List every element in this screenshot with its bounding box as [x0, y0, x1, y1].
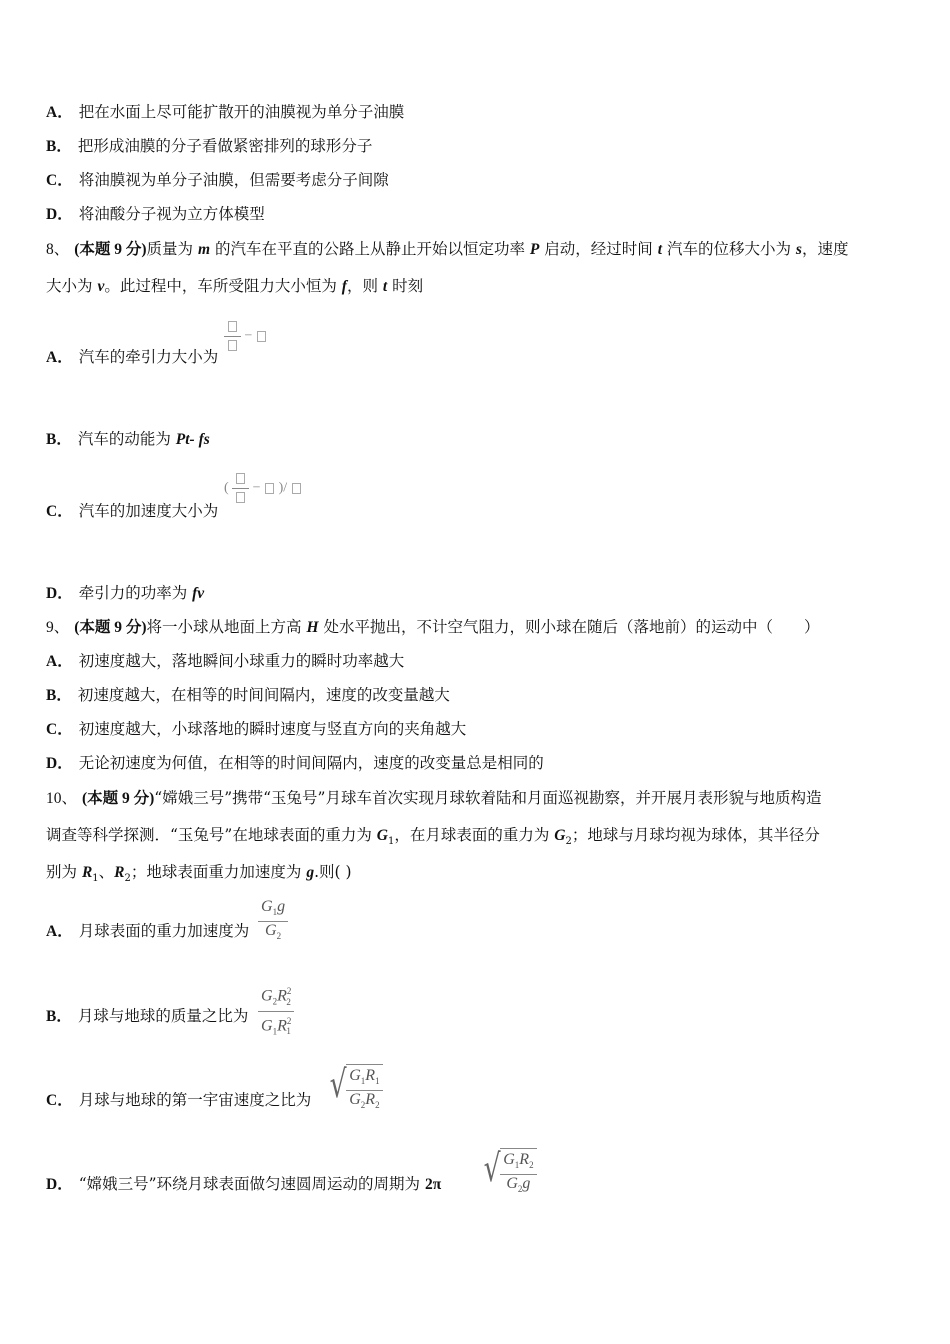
option-text: 汽车的动能为	[77, 430, 176, 448]
option-text: 把形成油膜的分子看做紧密排列的球形分子	[77, 137, 373, 155]
option-text: 把在水面上尽可能扩散开的油膜视为单分子油膜	[78, 103, 405, 121]
option-label: D．	[46, 206, 73, 223]
stem-text: .则( )	[314, 863, 352, 881]
var-m: m	[197, 241, 211, 258]
option-label: C．	[46, 721, 73, 738]
option-label: D．	[46, 585, 73, 602]
q8-stem-line2	[46, 276, 423, 297]
option-label: A．	[46, 104, 73, 121]
q8-option-a	[46, 347, 218, 368]
option-label: B．	[46, 431, 72, 448]
subscript: 1	[92, 873, 99, 885]
subscript: 2	[124, 873, 131, 885]
q7-option-b	[46, 136, 372, 157]
stem-text: 别为	[46, 863, 82, 881]
q7-option-a	[46, 102, 404, 123]
minus-sign: −	[252, 480, 261, 496]
question-points: (本题 9 分)	[74, 241, 147, 258]
q10-option-b	[46, 1006, 248, 1027]
option-label: A．	[46, 349, 73, 366]
option-text: 月球与地球的第一宇宙速度之比为	[78, 1091, 312, 1109]
fraction: $\frac{G_1g}{G_2}$	[258, 898, 288, 945]
q10-formula-d	[480, 1148, 537, 1198]
q9-option-b	[46, 685, 450, 706]
var-s: s	[795, 241, 802, 258]
option-label: C．	[46, 1092, 73, 1109]
option-text: 初速度越大，落地瞬间小球重力的瞬时功率越大	[78, 652, 405, 670]
var-G2: G	[554, 827, 566, 844]
question-points: (本题 9 分)	[74, 619, 147, 636]
two-pi: 2π	[424, 1176, 442, 1193]
fraction: $\frac{G_2R^2_2}{G_1R^2_1}$	[258, 982, 294, 1040]
option-text: 牵引力的功率为	[78, 584, 193, 602]
q10-option-d	[46, 1174, 441, 1195]
paren-open: (	[224, 480, 229, 496]
fraction	[232, 470, 249, 507]
var-R2: R	[114, 864, 125, 881]
option-text: 月球与地球的质量之比为	[77, 1007, 249, 1025]
subscript: 1	[387, 836, 395, 848]
q8-option-b	[46, 429, 210, 450]
stem-text: ；地球表面重力加速度为	[130, 863, 307, 881]
placeholder-glyph	[292, 483, 301, 494]
option-text: 将油酸分子视为立方体模型	[78, 205, 265, 223]
var-v: v	[97, 278, 105, 295]
var-H: H	[306, 619, 319, 636]
stem-text: 将一小球从地面上方高	[146, 618, 307, 636]
stem-text: 处水平抛出，不计空气阻力，则小球在随后（落地前）的运动中（ ）	[318, 618, 820, 636]
question-points: (本题 9 分)	[81, 790, 155, 807]
var-g: g	[306, 864, 315, 881]
q9-option-d	[46, 753, 544, 774]
option-label: A．	[46, 653, 73, 670]
option-label: C．	[46, 503, 73, 520]
option-text: 汽车的加速度大小为	[78, 502, 219, 520]
q10-formula-b	[258, 982, 294, 1040]
stem-text: 的汽车在平直的公路上从静止开始以恒定功率	[210, 240, 530, 258]
stem-text: 启动，经过时间	[539, 240, 658, 258]
minus-sign: −	[244, 328, 253, 344]
placeholder-glyph	[265, 483, 274, 494]
question-number: 10、	[46, 790, 78, 807]
square-root: √ $\frac{G_1R_2}{G_2g}$	[480, 1148, 537, 1198]
option-label: B．	[46, 138, 72, 155]
option-label: B．	[46, 1008, 72, 1025]
q9-stem	[46, 617, 819, 638]
placeholder-glyph	[257, 331, 266, 342]
var-R1: R	[81, 864, 93, 881]
stem-text: 汽车的位移大小为	[662, 240, 796, 258]
option-label: A．	[46, 923, 73, 940]
stem-text: 调查等科学探测．“玉兔号”在地球表面的重力为	[46, 826, 377, 844]
q8-stem-line1	[46, 239, 848, 260]
q10-stem-line2	[46, 825, 820, 852]
q10-formula-a	[258, 898, 288, 945]
question-number: 9、	[46, 619, 70, 636]
q10-formula-c	[326, 1064, 383, 1114]
stem-text: ；地球与月球均视为球体，其半径分	[571, 826, 820, 844]
var-G1: G	[376, 827, 388, 844]
var-t: t	[382, 278, 388, 295]
option-label: C．	[46, 172, 73, 189]
option-expr: fv	[192, 585, 205, 602]
q10-stem-line1	[46, 788, 821, 809]
stem-text: 大小为	[46, 277, 98, 295]
q9-option-a	[46, 651, 404, 672]
var-P: P	[529, 241, 540, 258]
option-label: D．	[46, 1176, 73, 1193]
option-text: 初速度越大，在相等的时间间隔内，速度的改变量越大	[77, 686, 450, 704]
q7-option-c	[46, 170, 389, 191]
stem-text: ，速度	[801, 240, 849, 258]
square-root: √ $\frac{G_1R_1}{G_2R_2}$	[326, 1064, 383, 1114]
option-label: B．	[46, 687, 72, 704]
question-number: 8、	[46, 241, 70, 258]
option-text: 将油膜视为单分子油膜，但需要考虑分子间隙	[78, 171, 389, 189]
q9-option-c	[46, 719, 466, 740]
subscript: 2	[565, 836, 572, 848]
q8-option-d	[46, 583, 204, 604]
fraction	[224, 318, 241, 355]
var-f: f	[341, 278, 347, 295]
option-expr: Pt- fs	[175, 431, 210, 448]
q10-stem-line3	[46, 862, 352, 889]
option-text: 初速度越大，小球落地的瞬时速度与竖直方向的夹角越大	[78, 720, 467, 738]
option-text: 无论初速度为何值，在相等的时间间隔内，速度的改变量总是相同的	[78, 754, 544, 772]
stem-text: ，则	[346, 277, 383, 295]
stem-text: 时刻	[387, 277, 424, 295]
q10-option-c	[46, 1090, 311, 1111]
stem-text: “嫦娥三号”携带“玉兔号”月球车首次实现月球软着陆和月面巡视勘察，并开展月表形貌与地质构造	[154, 789, 822, 807]
stem-text: 。此过程中，车所受阻力大小恒为	[104, 277, 342, 295]
stem-text: 质量为	[146, 240, 198, 258]
option-text: 月球表面的重力加速度为	[78, 922, 250, 940]
option-text: “嫦娥三号”环绕月球表面做匀速圆周运动的周期为	[78, 1175, 425, 1193]
paren-close: )/	[278, 480, 288, 496]
separator: 、	[98, 863, 115, 881]
option-text: 汽车的牵引力大小为	[78, 348, 219, 366]
option-label: D．	[46, 755, 73, 772]
q8-formula-c	[224, 470, 302, 507]
q10-option-a	[46, 921, 249, 942]
q8-option-c	[46, 501, 218, 522]
stem-text: ，在月球表面的重力为	[394, 826, 555, 844]
var-t: t	[657, 241, 663, 258]
q7-option-d	[46, 204, 265, 225]
q8-formula-a	[224, 318, 267, 355]
